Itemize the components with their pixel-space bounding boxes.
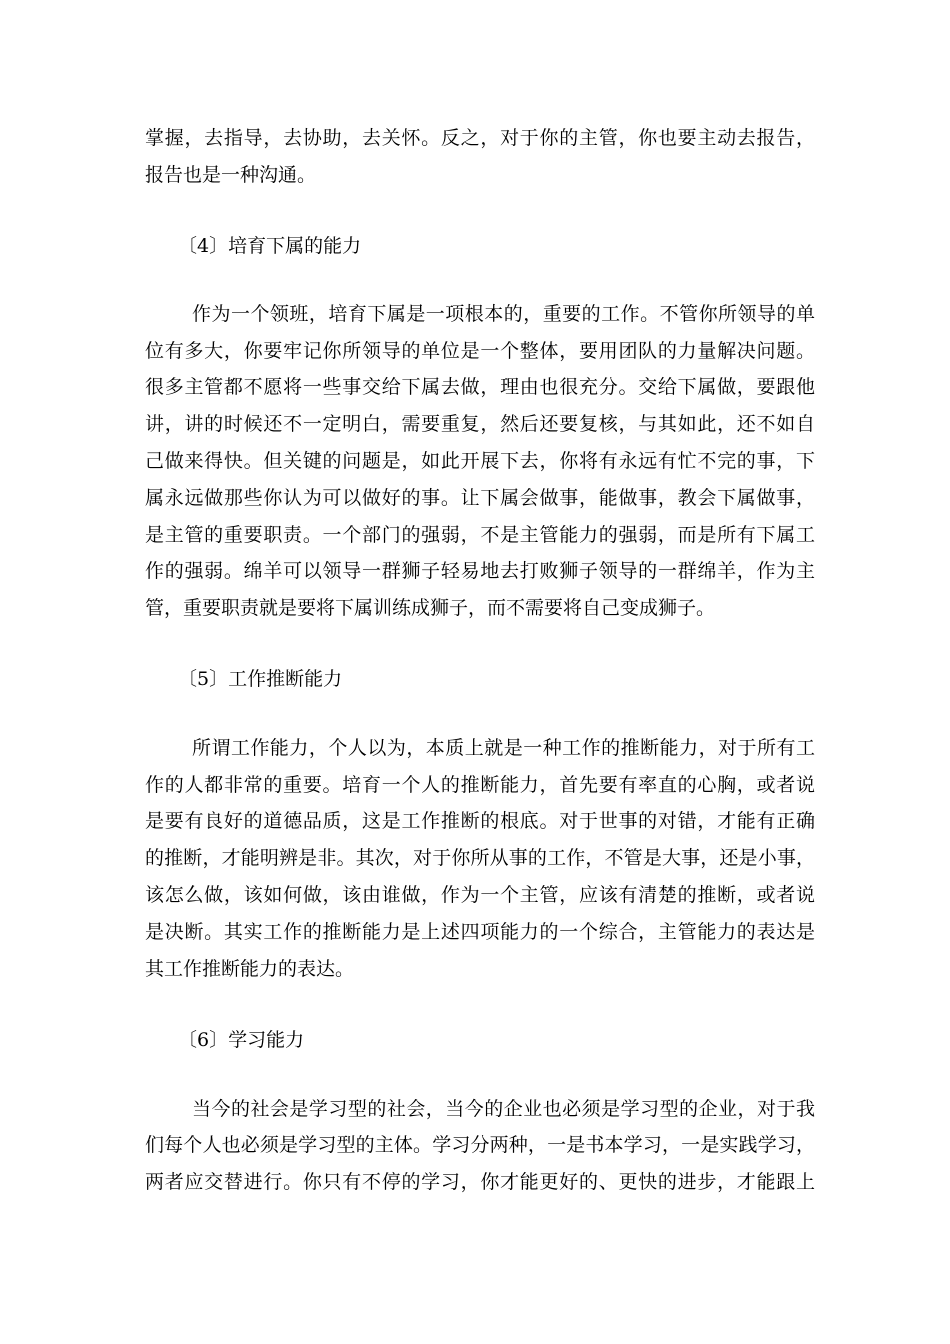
body-text-line: 其工作推断能力的表达。	[145, 958, 355, 980]
body-text-line: 作为一个领班，培育下属是一项根本的，重要的工作。不管你所领导的单	[192, 303, 815, 325]
body-text-line: 讲，讲的时候还不一定明白，需要重复，然后还要复核，与其如此，还不如自	[145, 413, 815, 435]
body-text-line: 是要有良好的道德品质，这是工作推断的根底。对于世事的对错，才能有正确	[145, 810, 815, 832]
body-text-line: 两者应交替进行。你只有不停的学习，你才能更好的、更快的进步，才能跟上	[145, 1171, 815, 1193]
body-text-line: 报告也是一种沟通。	[145, 164, 317, 186]
section-heading-4: 〔4〕培育下属的能力	[178, 235, 362, 257]
body-text-line: 所谓工作能力，个人以为，本质上就是一种工作的推断能力，对于所有工	[192, 737, 815, 759]
body-text-line: 们每个人也必须是学习型的主体。学习分两种，一是书本学习，一是实践学习，	[145, 1134, 815, 1156]
section-heading-5: 〔5〕工作推断能力	[178, 668, 343, 690]
section-heading-6: 〔6〕学习能力	[178, 1029, 305, 1051]
body-text-line: 作的人都非常的重要。培育一个人的推断能力，首先要有率直的心胸，或者说	[145, 774, 815, 796]
body-text-line: 该怎么做，该如何做，该由谁做，作为一个主管，应该有清楚的推断，或者说	[145, 884, 815, 906]
body-text-line: 是决断。其实工作的推断能力是上述四项能力的一个综合，主管能力的表达是	[145, 921, 815, 943]
body-text-line: 掌握，去指导，去协助，去关怀。反之，对于你的主管，你也要主动去报告，	[145, 127, 815, 149]
body-text-line: 己做来得快。但关键的问题是，如此开展下去，你将有永远有忙不完的事，下	[145, 450, 815, 472]
body-text-line: 是主管的重要职责。一个部门的强弱，不是主管能力的强弱，而是所有下属工	[145, 524, 815, 546]
body-text-line: 管，重要职责就是要将下属训练成狮子，而不需要将自己变成狮子。	[145, 597, 716, 619]
body-text-line: 的推断，才能明辨是非。其次，对于你所从事的工作，不管是大事，还是小事，	[145, 847, 815, 869]
body-text-line: 当今的社会是学习型的社会，当今的企业也必须是学习型的企业，对于我	[192, 1098, 815, 1120]
body-text-line: 位有多大，你要牢记你所领导的单位是一个整体，要用团队的力量解决问题。	[145, 340, 815, 362]
body-text-line: 很多主管都不愿将一些事交给下属去做，理由也很充分。交给下属做，要跟他	[145, 376, 815, 398]
body-text-line: 属永远做那些你认为可以做好的事。让下属会做事，能做事，教会下属做事，	[145, 487, 815, 509]
body-text-line: 作的强弱。绵羊可以领导一群狮子轻易地去打败狮子领导的一群绵羊，作为主	[145, 560, 815, 582]
